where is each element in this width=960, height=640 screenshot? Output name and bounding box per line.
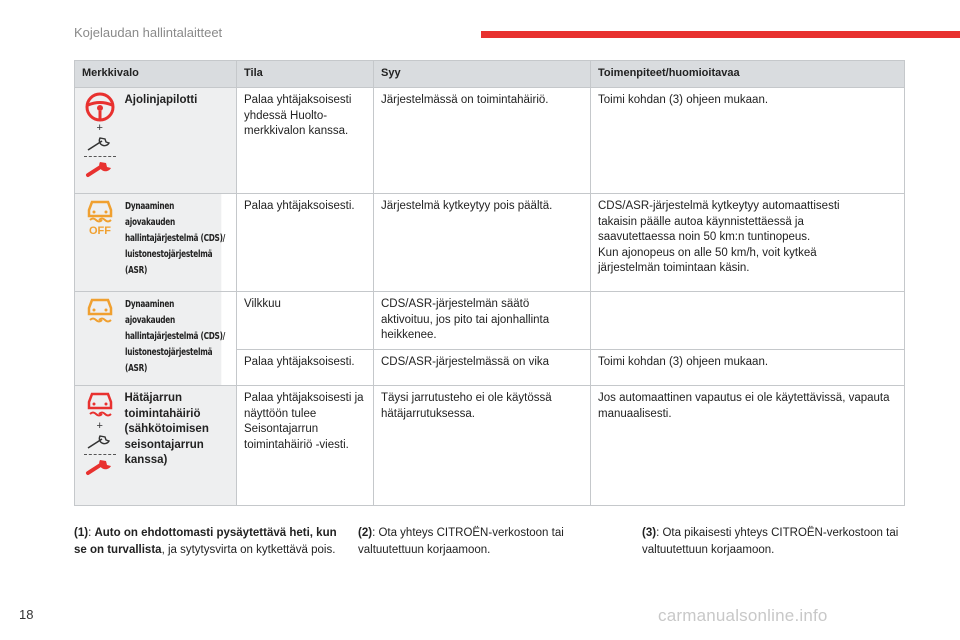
steering-wheel-icon [83, 92, 117, 122]
warning-light-name: Hätäjarrun toimintahäiriö (sähkötoimisen seisontajarrun kanssa) [125, 386, 237, 506]
footnote-sep: : [372, 527, 379, 539]
status-cell: Palaa yhtäjaksoisesti. [237, 194, 374, 292]
cause-cell: Täysi jarrutusteho ei ole käytössä hätäjarrutuksessa. [374, 386, 591, 506]
cause-cell: CDS/ASR-järjestelmän säätö aktivoituu, jos pito tai ajonhallinta heikkenee. [374, 292, 591, 350]
wrench-icon [85, 433, 115, 451]
footnote-1 [74, 525, 344, 559]
column-header-merkkivalo: Merkkivalo [75, 61, 237, 88]
wrench-icon [85, 135, 115, 153]
column-header-tila: Tila [237, 61, 374, 88]
wrench-icon [85, 458, 115, 476]
action-line: takaisin päälle autoa käynnistettäessä ja [598, 215, 804, 228]
status-cell: Palaa yhtäjaksoisesti. [237, 350, 374, 386]
header-accent-bar [481, 31, 960, 38]
table-row [75, 292, 905, 350]
car-skid-icon [83, 296, 117, 326]
action-line: järjestelmän toimintaan käsin. [598, 262, 750, 274]
action-cell: Toimi kohdan (3) ohjeen mukaan. [591, 88, 905, 194]
name-line: Dynaaminen [124, 201, 174, 212]
action-cell: Jos automaattinen vapautus ei ole käytettävissä, vapauta manuaalisesti. [591, 386, 905, 506]
footnote-text: , ja sytytysvirta on kytkettävä pois. [161, 544, 336, 556]
name-line: ajovakauden [124, 217, 175, 228]
name-line: luistonestojärjestelmä [124, 347, 212, 358]
plus-sign: + [96, 122, 103, 134]
warning-light-name [124, 194, 225, 292]
table-row [75, 194, 905, 292]
wrench-icon [85, 160, 115, 178]
name-line: (ASR) [124, 363, 147, 374]
name-line: hallintajärjestelmä (CDS)/ [124, 233, 225, 244]
divider-dashed [84, 454, 116, 455]
name-line: (ASR) [124, 265, 147, 276]
footnote-text: Ota pikaisesti yhteys CITROËN-verkostoon tai valtuutettuun korjaamoon. [642, 527, 899, 556]
table-row [75, 386, 905, 506]
status-cell: Vilkkuu [237, 292, 374, 350]
warning-light-name: Ajolinjapilotti [125, 88, 237, 194]
warning-lights-table [74, 60, 905, 506]
footnote-text: Ota yhteys CITROËN-verkostoon tai valtuutettuun korjaamoon. [358, 527, 564, 556]
page-number: 18 [19, 607, 34, 622]
footnote-bold-text: Auto on ehdottomasti pysäytettävä heti, kun se on turvallista [74, 527, 337, 556]
name-line: Dynaaminen [124, 299, 174, 310]
page-header-title: Kojelaudan hallintalaitteet [74, 25, 223, 40]
off-label: OFF [88, 225, 111, 236]
action-cell [591, 194, 905, 292]
footnote-2 [358, 525, 613, 559]
footnote-ref: (3) [642, 527, 657, 539]
footnote-sep: : [88, 527, 95, 539]
divider-dashed [84, 156, 116, 157]
status-cell: Palaa yhtäjaksoisesti ja näyttöön tulee Seisontajarrun toimintahäiriö -viesti. [237, 386, 374, 506]
icon-cell [75, 292, 125, 386]
column-header-syy: Syy [374, 61, 591, 88]
footnote-sep: : [656, 527, 663, 539]
icon-cell [75, 194, 125, 292]
action-cell [591, 292, 905, 350]
car-skid-icon [83, 390, 117, 420]
action-line: saavutettaessa noin 50 km:n tuntinopeus. [598, 231, 811, 243]
action-line: Kun ajonopeus on alle 50 km/h, voit kytkeä [598, 246, 817, 259]
action-line: CDS/ASR-järjestelmä kytkeytyy automaattisesti [598, 200, 840, 212]
watermark: carmanualsonline.info [658, 606, 828, 625]
warning-light-name [124, 292, 225, 386]
table-row [75, 88, 905, 194]
table-header-row [75, 61, 905, 88]
footnote-3 [642, 525, 912, 559]
icon-cell [75, 88, 125, 194]
footnote-ref: (2) [358, 527, 373, 539]
cause-cell: Järjestelmässä on toimintahäiriö. [374, 88, 591, 194]
footnote-ref: (1) [74, 527, 89, 539]
name-line: ajovakauden [124, 315, 175, 326]
car-skid-off-icon [83, 198, 117, 236]
cause-cell: CDS/ASR-järjestelmässä on vika [374, 350, 591, 386]
column-header-toimenpiteet: Toimenpiteet/huomioitavaa [591, 61, 905, 88]
action-cell: Toimi kohdan (3) ohjeen mukaan. [591, 350, 905, 386]
status-cell: Palaa yhtäjaksoisesti yhdessä Huolto-merkkivalon kanssa. [237, 88, 374, 194]
cause-cell: Järjestelmä kytkeytyy pois päältä. [374, 194, 591, 292]
plus-sign: + [96, 420, 103, 432]
name-line: hallintajärjestelmä (CDS)/ [124, 331, 225, 342]
icon-cell [75, 386, 125, 506]
name-line: luistonestojärjestelmä [124, 249, 212, 260]
